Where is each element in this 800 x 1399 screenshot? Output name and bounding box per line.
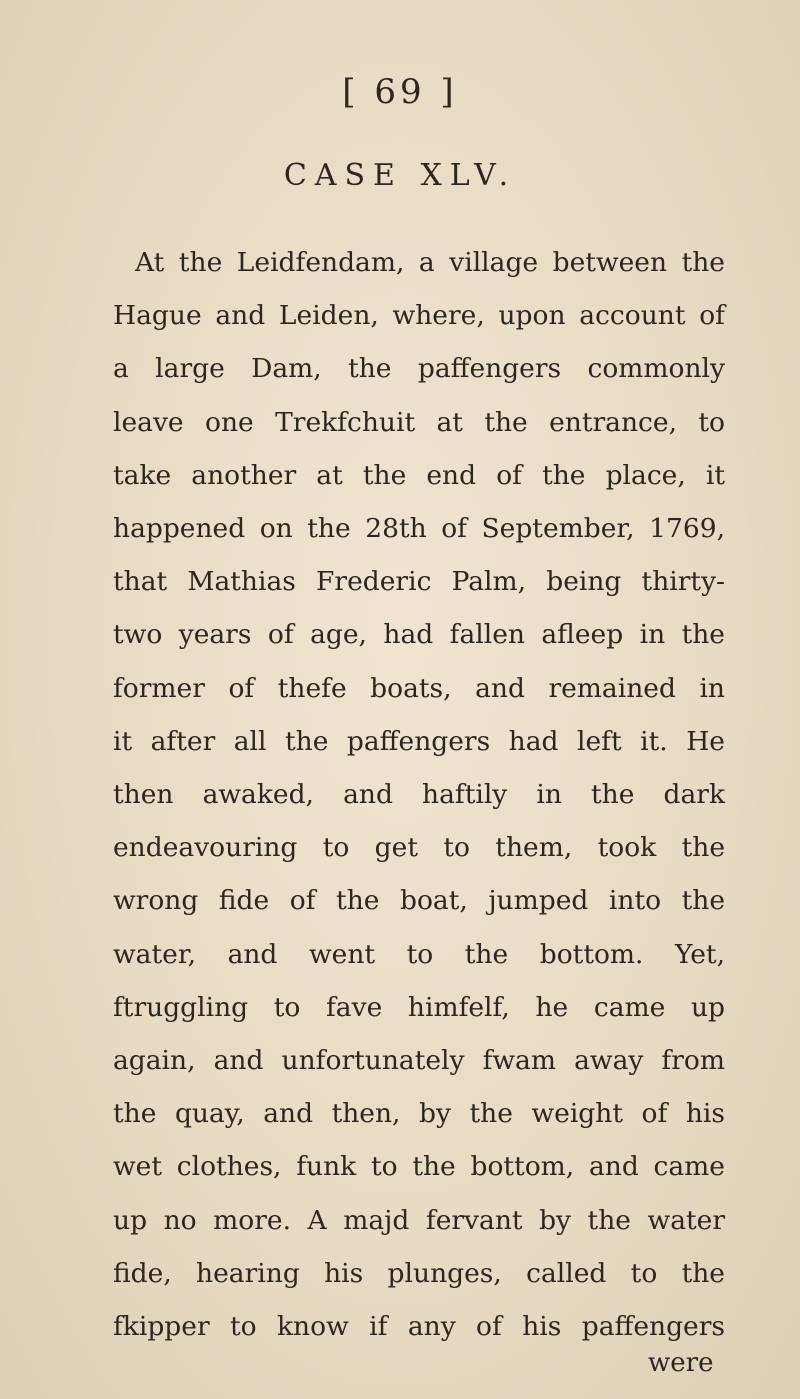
text-line: happened on the 28th of September, 1769, — [113, 513, 725, 545]
text-line: former of thefe boats, and remained in — [113, 672, 725, 704]
text-line: wet clothes, funk to the bottom, and came — [113, 1151, 725, 1183]
text-line: ftruggling to fave himfelf, he came up — [113, 991, 725, 1023]
text-line: take another at the end of the place, it — [113, 459, 725, 491]
case-heading: CASE XLV. — [283, 158, 517, 193]
text-line: water, and went to the bottom. Yet, — [113, 938, 725, 970]
text-line: the quay, and then, by the weight of his — [113, 1098, 725, 1130]
body-text — [113, 236, 725, 1353]
text-line: fkipper to know if any of his paffengers — [113, 1311, 725, 1343]
page-number: [ 69 ] — [342, 72, 458, 112]
text-line: fide, hearing his plunges, called to the — [113, 1257, 725, 1289]
text-line: two years of age, had fallen afleep in the — [113, 619, 725, 651]
text-line: up no more. A majd fervant by the water — [113, 1204, 725, 1236]
text-line: it after all the paffengers had left it. He — [113, 725, 725, 757]
text-line: At the Leidfendam, a village between the — [135, 247, 725, 278]
text-line: endeavouring to get to them, took the — [113, 832, 725, 864]
text-line: again, and unfortunately fwam away from — [113, 1045, 725, 1077]
text-line: wrong fide of the boat, jumped into the — [113, 885, 725, 917]
text-line: then awaked, and haftily in the dark — [113, 779, 725, 811]
text-line: a large Dam, the paffengers commonly — [113, 353, 725, 385]
text-line: that Mathias Frederic Palm, being thirty- — [113, 566, 725, 598]
catchword: were — [648, 1348, 714, 1378]
text-line: Hague and Leiden, where, upon account of — [113, 300, 725, 332]
text-line: leave one Trekfchuit at the entrance, to — [113, 406, 725, 438]
